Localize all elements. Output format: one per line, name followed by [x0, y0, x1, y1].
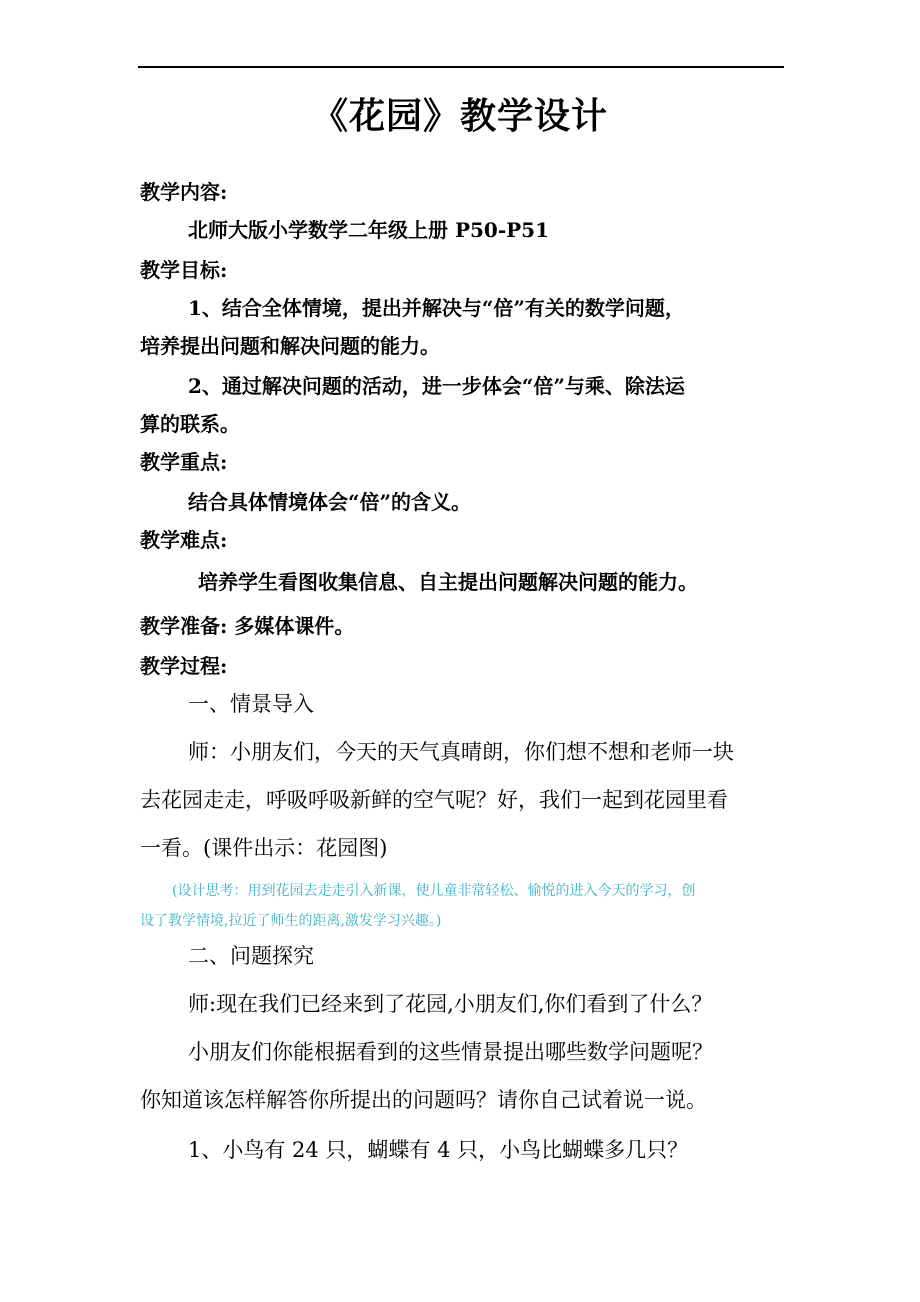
goals-heading: 教学目标: — [140, 258, 228, 282]
key-points-heading: 教学重点: — [140, 450, 228, 474]
goal-2-line-2: 算的联系。 — [140, 412, 240, 436]
goal-1-line-2: 培养提出问题和解决问题的能力。 — [140, 334, 440, 358]
goal-2-line-1: 2、通过解决问题的活动，进一步体会“倍”与乘、除法运 — [188, 374, 685, 398]
process-heading: 教学过程: — [140, 654, 228, 678]
teacher-1-line-1: 师：小朋友们，今天的天气真晴朗，你们想不想和老师一块 — [188, 740, 734, 764]
document-title: 《花园》教学设计 — [311, 95, 608, 137]
top-rule — [138, 66, 784, 68]
question-line-1: 小朋友们你能根据看到的这些情景提出哪些数学问题呢？ — [188, 1040, 713, 1064]
difficulty-heading: 教学难点: — [140, 528, 228, 552]
teacher-2-line: 师:现在我们已经来到了花园,小朋友们,你们看到了什么？ — [188, 992, 713, 1016]
content-heading: 教学内容: — [140, 180, 228, 204]
section-1-heading: 一、情景导入 — [188, 692, 314, 716]
difficulty-text: 培养学生看图收集信息、自主提出问题解决问题的能力。 — [198, 570, 698, 594]
key-points-text: 结合具体情境体会“倍”的含义。 — [188, 490, 472, 514]
design-note-line-1: (设计思考：用到花园去走走引入新课，使儿童非常轻松、愉悦的进入今天的学习，创 — [172, 883, 696, 899]
problem-1: 1、小鸟有 24 只，蝴蝶有 4 只，小鸟比蝴蝶多几只？ — [188, 1138, 689, 1162]
teacher-1-line-3: 一看。(课件出示：花园图) — [140, 836, 388, 860]
goal-1-line-1: 1、结合全体情境，提出并解决与“倍”有关的数学问题， — [188, 296, 685, 320]
preparation-line: 教学准备: 多媒体课件。 — [140, 614, 355, 638]
content-text: 北师大版小学数学二年级上册 P50-P51 — [188, 218, 550, 242]
teacher-1-line-2: 去花园走走，呼吸呼吸新鲜的空气呢？好，我们一起到花园里看 — [140, 788, 728, 812]
design-note-line-2: 设了教学情境,拉近了师生的距离,激发学习兴趣。) — [140, 913, 442, 929]
question-line-2: 你知道该怎样解答你所提出的问题吗？请你自己试着说一说。 — [140, 1088, 707, 1112]
section-2-heading: 二、问题探究 — [188, 944, 314, 968]
